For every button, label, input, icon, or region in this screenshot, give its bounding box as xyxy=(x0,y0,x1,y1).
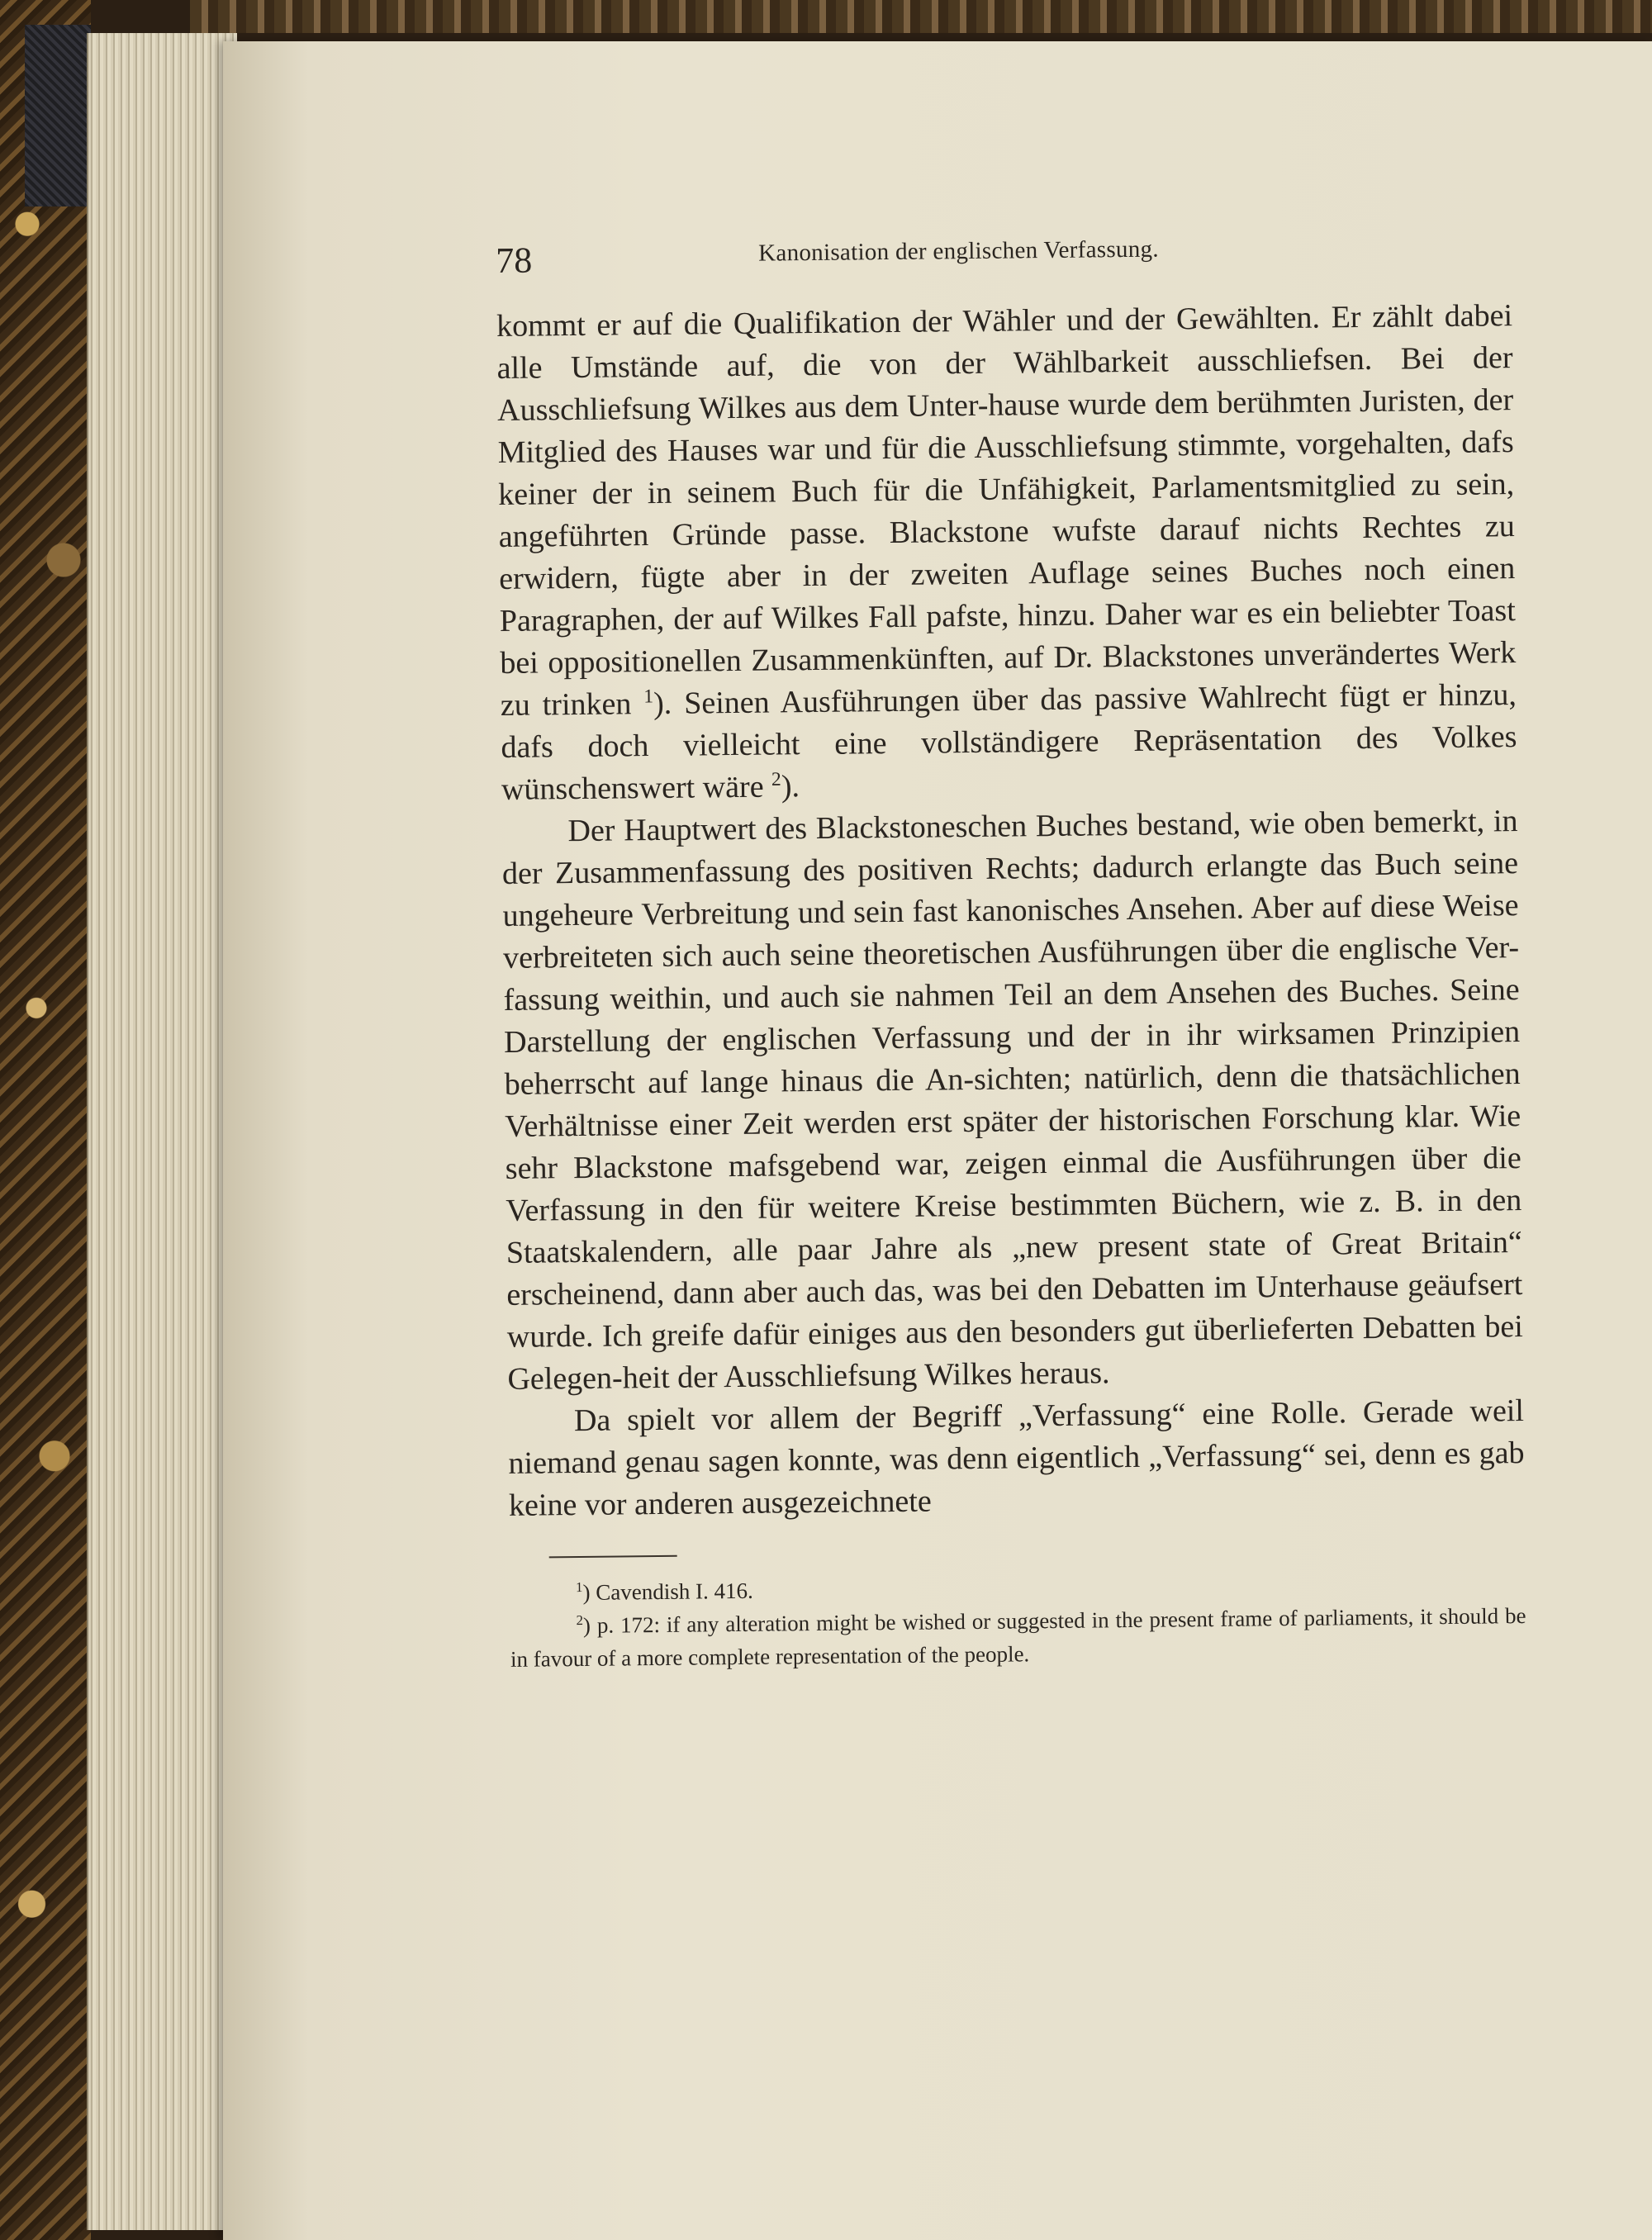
footnote-2-marker: 2 xyxy=(576,1611,583,1629)
page-edges xyxy=(87,33,237,2230)
footnotes xyxy=(510,1566,1526,1676)
footnote-separator xyxy=(549,1555,677,1559)
body-text xyxy=(496,295,1525,1527)
page-content xyxy=(496,229,1526,1676)
page-header xyxy=(496,229,1512,306)
paragraph-1 xyxy=(496,295,1517,811)
paragraph-1-text-b: ). Seinen Ausführungen über das passive Wahlrecht fügt er hinzu, dafs doch vielleicht eine vollständigere Repräsentation des Volkes wünschenswert wäre xyxy=(501,677,1517,807)
footnote-1-marker: 1 xyxy=(575,1578,583,1596)
paragraph-1-text-a: kommt er auf die Qualifikation der Wähler und der Gewählten. Er zählt dabei alle Umstände auf, die von der Wählbarkeit ausschliefsen. Bei der Ausschliefsung Wilkes aus dem Unter-hause wurde dem berühmten Juristen, der Mitglied des Hauses war und für die Ausschliefsung stimmte, vorgehalten, dafs keiner der in seinem Buch für die Unfähigkeit, Parlamentsmitglied zu sein, angeführten Gründe passe. Blackstone wufste darauf nichts Rechtes zu erwidern, fügte aber in der zweiten Auflage seines Buches noch einen Paragraphen, der auf Wilkes Fall pafste, hinzu. Daher war es ein beliebter Toast bei oppositionellen Zusammenkünften, auf Dr. Blackstones unverändertes Werk zu trinken xyxy=(496,298,1517,723)
footnote-ref-2[interactable]: 2 xyxy=(771,768,781,790)
footnote-ref-1[interactable]: 1 xyxy=(643,686,654,708)
paragraph-1-text-c: ). xyxy=(781,769,800,804)
marbled-cover xyxy=(0,0,91,2240)
paragraph-2: Der Hauptwert des Blackstoneschen Buches bestand, wie oben bemerkt, in der Zusammenfassung des positiven Rechts; dadurch erlangte das Buch seine ungeheure Verbreitung und sein fast kanonisches Ansehen. Aber auf diese Weise verbreiteten sich auch seine theoretischen Ausführungen über die englische Ver-fassung weithin, und auch sie nahmen Teil an dem Ansehen des Buches. Seine Darstellung der englischen Verfassung und der in ihr wirksamen Prinzipien beherrscht auf lange hinaus die An-sichten; natürlich, denn die thatsächlichen Verhältnisse einer Zeit werden erst später der historischen Forschung klar. Wie sehr Blackstone mafsgebend war, zeigen einmal die Ausführungen über die Verfassung in den für weitere Kreise bestimmten Büchern, wie z. B. in den Staatskalendern, alle paar Jahre als „new present state of Great Britain“ erscheinend, dann aber auch das, was bei den Debatten im Unterhause geäufsert wurde. Ich greife dafür einiges aus den besonders gut überlieferten Debatten bei Gelegen-heit der Ausschliefsung Wilkes heraus. xyxy=(501,804,1524,1397)
footnote-2-text: ) p. 172: if any alteration might be wished or suggested in the present frame of parliaments, it should be in favour of a more complete representation of the people. xyxy=(510,1603,1526,1672)
page-number: 78 xyxy=(496,240,533,281)
footnote-2 xyxy=(510,1599,1526,1676)
footnote-1-text: ) Cavendish I. 416. xyxy=(582,1578,753,1605)
running-head: Kanonisation der englischen Verfassung. xyxy=(758,235,1160,267)
paragraph-3: Da spielt vor allem der Begriff „Verfassung“ eine Rolle. Gerade weil niemand genau sagen konnte, was denn eigentlich „Verfassung“ sei, denn es gab keine vor anderen ausgezeichnete xyxy=(508,1393,1525,1523)
top-cover-edge xyxy=(190,0,1652,33)
book-spine xyxy=(25,25,91,206)
